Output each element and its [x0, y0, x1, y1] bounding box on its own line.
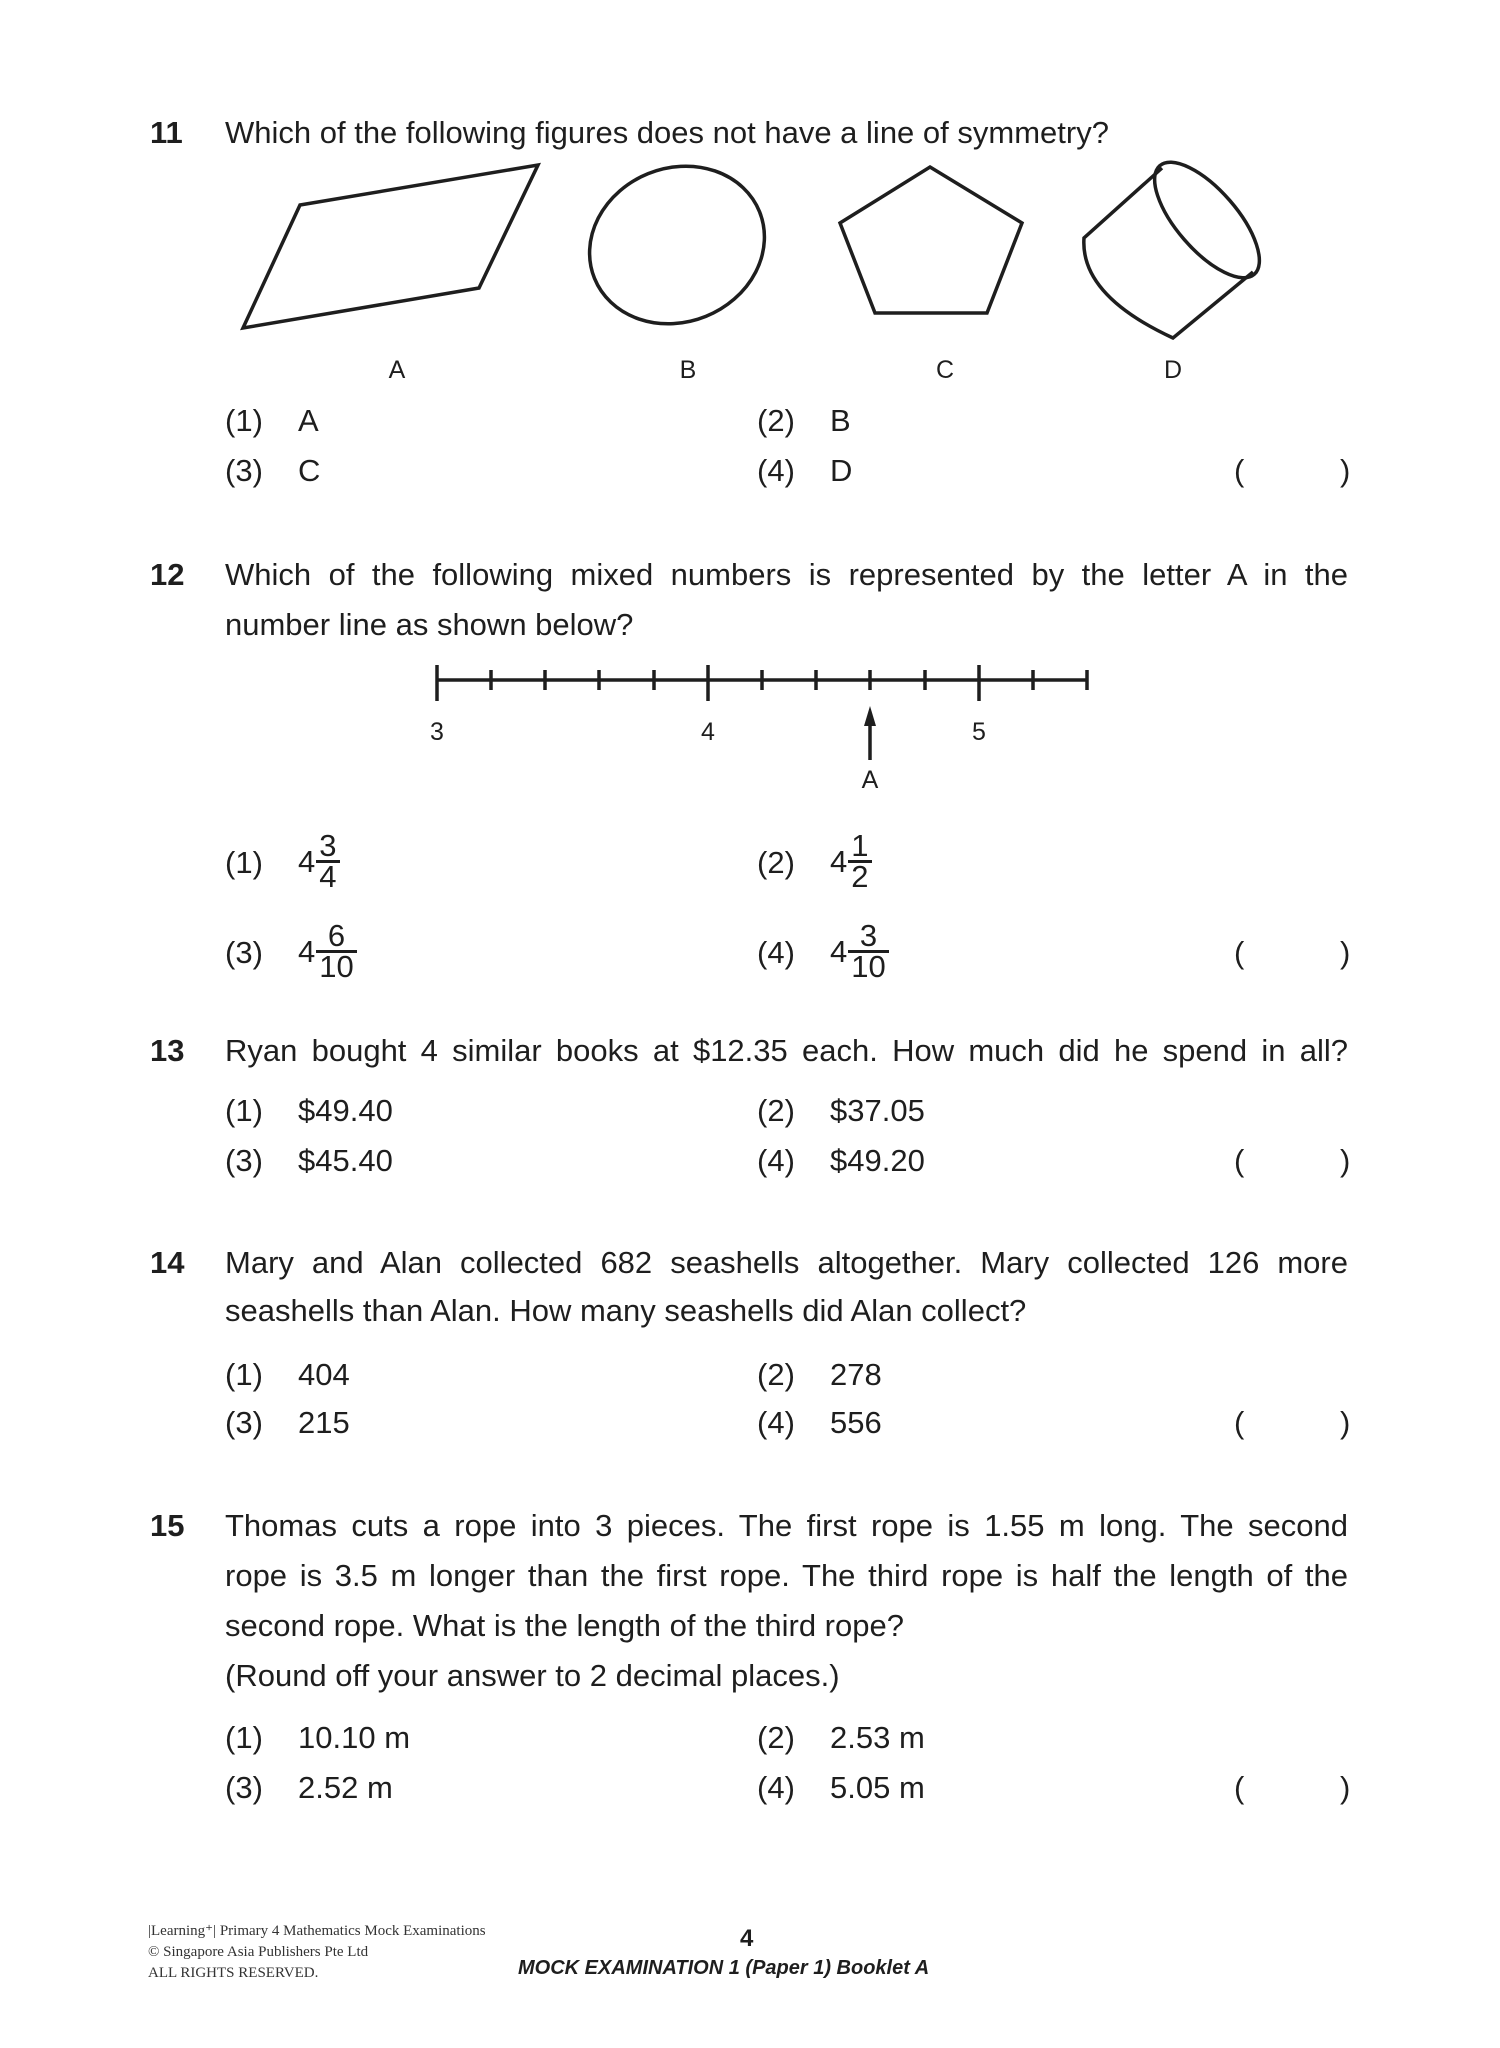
page-number: 4 — [740, 1925, 754, 1952]
numerator: 1 — [851, 828, 869, 863]
answer-bracket-close: ) — [1340, 1405, 1351, 1440]
question-text-line: second rope. What is the length of the third rope? — [225, 1608, 904, 1643]
option-number[interactable]: (2) — [757, 845, 795, 880]
exam-title: MOCK EXAMINATION 1 (Paper 1) Booklet A — [518, 1957, 930, 1979]
option-number[interactable]: (4) — [757, 453, 795, 488]
fraction — [848, 918, 888, 984]
option-number[interactable]: (3) — [225, 1405, 263, 1440]
copyright: © Singapore Asia Publishers Pte Ltd — [148, 1944, 369, 1960]
option-number[interactable]: (1) — [225, 403, 263, 438]
question-text-line: Which of the following mixed numbers is represented by the letter A in the — [225, 557, 1348, 592]
question-number: 13 — [150, 1033, 185, 1068]
answer-box[interactable] — [1250, 1407, 1338, 1439]
question-number: 11 — [150, 115, 183, 150]
option-value[interactable]: $37.05 — [830, 1093, 925, 1128]
option-value[interactable]: $49.20 — [830, 1143, 925, 1178]
option-number[interactable]: (1) — [225, 1357, 263, 1392]
whole-part: 4 — [298, 933, 316, 969]
option-number[interactable]: (3) — [225, 1770, 263, 1805]
denominator: 2 — [848, 860, 871, 891]
numerator: 3 — [319, 828, 337, 863]
option-number[interactable]: (1) — [225, 845, 263, 880]
question-text: Ryan bought 4 similar books at $12.35 each. How much did he spend in all? — [225, 1033, 1348, 1068]
option-number[interactable]: (4) — [757, 1143, 795, 1178]
number-line-label: 3 — [430, 718, 444, 746]
option-value[interactable]: 215 — [298, 1405, 350, 1440]
number-line-label: 4 — [701, 718, 715, 746]
question-text-line: number line as shown below? — [225, 607, 634, 642]
numerator: 6 — [327, 918, 346, 953]
answer-bracket-open: ( — [1234, 1143, 1245, 1178]
whole-part: 4 — [830, 843, 848, 879]
option-value[interactable]: 278 — [830, 1357, 882, 1392]
option-value[interactable]: 10.10 m — [298, 1720, 411, 1755]
denominator: 10 — [848, 950, 888, 981]
whole-part: 4 — [830, 933, 848, 969]
answer-bracket-open: ( — [1234, 453, 1245, 488]
number-line — [0, 0, 1500, 800]
answer-bracket-close: ) — [1340, 935, 1351, 970]
mixed-number-option[interactable] — [830, 828, 872, 894]
mixed-number-option[interactable] — [298, 828, 340, 894]
option-value[interactable]: 556 — [830, 1405, 882, 1440]
figure-label-b: B — [679, 356, 697, 384]
number-line-marker-label: A — [861, 766, 879, 794]
question-text-line: (Round off your answer to 2 decimal places.) — [225, 1658, 840, 1693]
fraction — [316, 918, 356, 984]
answer-bracket-close: ) — [1340, 1770, 1351, 1805]
option-value[interactable]: $49.40 — [298, 1093, 393, 1128]
question-number: 12 — [150, 557, 185, 592]
number-line-label: 5 — [972, 718, 986, 746]
option-number[interactable]: (1) — [225, 1720, 263, 1755]
figure-label-d: D — [1163, 356, 1183, 384]
fraction — [316, 828, 339, 894]
option-value[interactable]: D — [830, 453, 853, 488]
question-text-line: rope is 3.5 m longer than the first rope. The third rope is half the length of the — [225, 1558, 1348, 1593]
numerator: 3 — [859, 918, 878, 953]
answer-bracket-close: ) — [1340, 453, 1351, 488]
question-text-line: seashells than Alan. How many seashells did Alan collect? — [225, 1293, 1027, 1328]
answer-box[interactable] — [1250, 1772, 1338, 1804]
arrow-head-icon — [864, 706, 876, 726]
question-text-line: Mary and Alan collected 682 seashells altogether. Mary collected 126 more — [225, 1245, 1348, 1280]
answer-box[interactable] — [1250, 937, 1338, 969]
whole-part: 4 — [298, 843, 316, 879]
option-number[interactable]: (1) — [225, 1093, 263, 1128]
option-value[interactable]: 5.05 m — [830, 1770, 925, 1805]
answer-box[interactable] — [1250, 1145, 1338, 1177]
option-number[interactable]: (2) — [757, 1093, 795, 1128]
question-text-line: Thomas cuts a rope into 3 pieces. The first rope is 1.55 m long. The second — [225, 1508, 1348, 1543]
answer-bracket-close: ) — [1340, 1143, 1351, 1178]
denominator: 10 — [316, 950, 356, 981]
option-number[interactable]: (4) — [757, 1405, 795, 1440]
option-number[interactable]: (3) — [225, 1143, 263, 1178]
option-value[interactable]: C — [298, 453, 321, 488]
option-value[interactable]: 2.53 m — [830, 1720, 925, 1755]
question-text: Which of the following figures does not have a line of symmetry? — [225, 115, 1109, 150]
option-number[interactable]: (3) — [225, 935, 263, 970]
mixed-number-option[interactable] — [830, 918, 889, 984]
publisher-info — [148, 1921, 486, 1984]
option-number[interactable]: (4) — [757, 935, 795, 970]
series-title: |Learning⁺| Primary 4 Mathematics Mock Examinations — [148, 1923, 486, 1939]
rights-reserved: ALL RIGHTS RESERVED. — [148, 1965, 319, 1981]
option-value[interactable]: A — [298, 403, 319, 438]
question-number: 15 — [150, 1508, 185, 1543]
answer-bracket-open: ( — [1234, 935, 1245, 970]
denominator: 4 — [316, 860, 339, 891]
option-number[interactable]: (3) — [225, 453, 263, 488]
figure-label-c: C — [935, 356, 955, 384]
question-number: 14 — [150, 1245, 185, 1280]
option-value[interactable]: 2.52 m — [298, 1770, 393, 1805]
fraction — [848, 828, 871, 894]
option-number[interactable]: (2) — [757, 403, 795, 438]
option-value[interactable]: $45.40 — [298, 1143, 393, 1178]
mixed-number-option[interactable] — [298, 918, 357, 984]
answer-bracket-open: ( — [1234, 1405, 1245, 1440]
option-number[interactable]: (2) — [757, 1357, 795, 1392]
figure-label-a: A — [388, 356, 406, 384]
answer-bracket-open: ( — [1234, 1770, 1245, 1805]
option-value[interactable]: 404 — [298, 1357, 350, 1392]
option-number[interactable]: (4) — [757, 1770, 795, 1805]
option-number[interactable]: (2) — [757, 1720, 795, 1755]
option-value[interactable]: B — [830, 403, 851, 438]
